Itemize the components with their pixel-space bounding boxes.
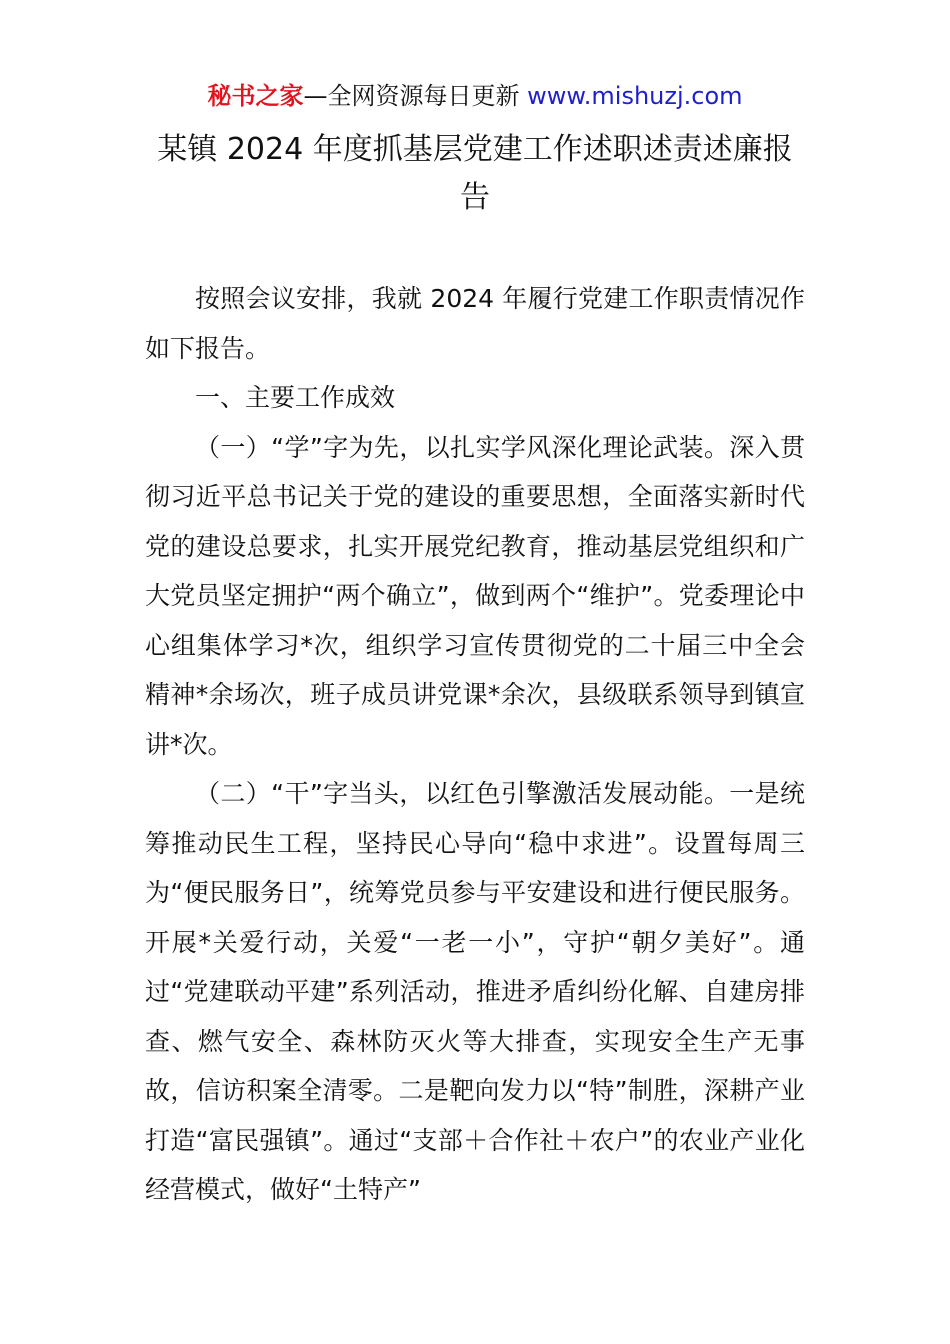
site-url-link[interactable]: www.mishuzj.com (527, 82, 743, 110)
section-heading: 一、主要工作成效 (195, 383, 396, 412)
brand-name: 秘书之家 (207, 82, 304, 110)
paragraph-work: （二）“干”字当头，以红色引擎激活发展动能。一是统筹推动民生工程，坚持民心导向“稳中求进”。设置每周三为“便民服务日”，统筹党员参与平安建设和进行便民服务。开展*关爱行动，关爱“一老一小”，守护“朝夕美好”。通过“党建联动平建”系列活动，推进矛盾纠纷化解、自建房排查、燃气安全、森林防灭火等大排查，实现安全生产无事故，信访积案全清零。二是靶向发力以“特”制胜，深耕产业打造“富民强镇”。通过“支部＋合作社＋农户”的农业产业化经营模式，做好“土特产” (145, 779, 805, 1204)
paragraph-intro: 按照会议安排，我就 2024 年履行党建工作职责情况作如下报告。 (145, 284, 805, 363)
document-body (145, 274, 805, 1215)
header-tagline: —全网资源每日更新 (303, 82, 528, 110)
document-title: 某镇 2024 年度抓基层党建工作述职述责述廉报告 (157, 132, 793, 215)
site-header (0, 80, 950, 112)
paragraph-study: （一）“学”字为先，以扎实学风深化理论武装。深入贯彻习近平总书记关于党的建设的重要思想，全面落实新时代党的建设总要求，扎实开展党纪教育，推动基层党组织和广大党员坚定拥护“两个确立”，做到两个“维护”。党委理论中心组集体学习*次，组织学习宣传贯彻党的二十届三中全会精神*余场次，班子成员讲党课*余次，县级联系领导到镇宣讲*次。 (145, 432, 805, 759)
